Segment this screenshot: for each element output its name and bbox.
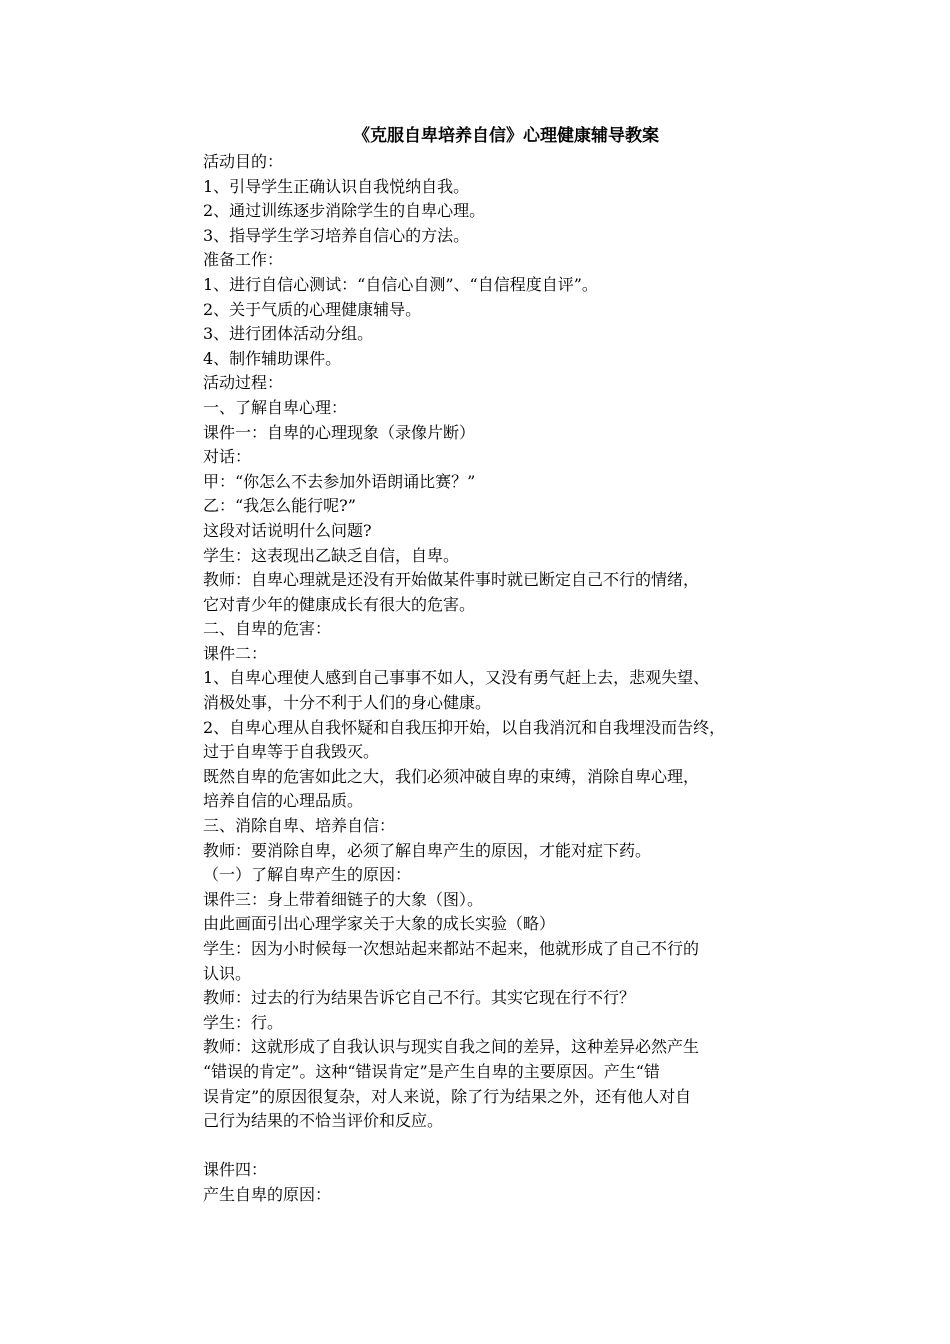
text-line: 过于自卑等于自我毁灭。: [203, 742, 380, 762]
text-line: 三、消除自卑、培养自信：: [203, 816, 396, 836]
text-line: 课件一：自卑的心理现象（录像片断）: [203, 422, 476, 442]
text-line: 1、进行自信心测试：“自信心自测”、“自信程度自评”。: [203, 274, 598, 294]
text-line: 4、制作辅助课件。: [203, 348, 342, 368]
text-line: 由此画面引出心理学家关于大象的成长实验（略）: [203, 914, 556, 934]
text-line: 对话：: [203, 447, 252, 467]
text-line: 2、关于气质的心理健康辅导。: [203, 299, 422, 319]
text-line: 误肯定”的原因很复杂，对人来说，除了行为结果之外，还有他人对自: [203, 1086, 692, 1106]
text-line: 教师：这就形成了自我认识与现实自我之间的差异，这种差异必然产生: [203, 1037, 700, 1057]
text-line: 甲：“你怎么不去参加外语朗诵比赛？”: [203, 471, 476, 491]
text-line: 课件四：: [203, 1160, 268, 1180]
text-line: 教师：要消除自卑，必须了解自卑产生的原因，才能对症下药。: [203, 840, 652, 860]
text-line: （一）了解自卑产生的原因：: [203, 865, 412, 885]
text-line: 产生自卑的原因：: [203, 1184, 332, 1204]
text-line: 课件二：: [203, 643, 268, 663]
text-line: 学生：因为小时候每一次想站起来都站不起来，他就形成了自己不行的: [203, 939, 700, 958]
text-line: 二、自卑的危害：: [203, 619, 332, 639]
text-line: 活动过程：: [203, 373, 284, 393]
text-line: 学生：这表现出乙缺乏自信，自卑。: [203, 545, 460, 565]
text-line: “错误的肯定”。这种“错误肯定”是产生自卑的主要原因。产生“错: [203, 1061, 660, 1081]
text-line: 活动目的：: [203, 152, 284, 171]
document-title: 《克服自卑培养自信》心理健康辅导教案: [353, 126, 659, 146]
text-line: 2、通过训练逐步消除学生的自卑心理。: [203, 201, 486, 221]
text-line: 3、进行团体活动分组。: [203, 324, 374, 344]
text-line: 乙：“我怎么能行呢?”: [203, 496, 356, 516]
text-line: 这段对话说明什么问题?: [203, 520, 372, 540]
text-line: 1、引导学生正确认识自我悦纳自我。: [203, 176, 470, 196]
text-line: 一、了解自卑心理：: [203, 397, 348, 417]
text-line: 学生：行。: [203, 1012, 284, 1032]
text-line: 己行为结果的不恰当评价和反应。: [203, 1111, 444, 1131]
text-line: 既然自卑的危害如此之大，我们必须冲破自卑的束缚，消除自卑心理，: [203, 766, 700, 786]
text-line: 准备工作：: [203, 250, 284, 270]
text-line: 1、自卑心理使人感到自己事事不如人，又没有勇气赶上去，悲观失望、: [203, 668, 710, 688]
text-line: 它对青少年的健康成长有很大的危害。: [203, 594, 476, 614]
text-line: 消极处事，十分不利于人们的身心健康。: [203, 693, 492, 713]
text-line: [203, 1134, 843, 1159]
text-line: 课件三：身上带着细链子的大象（图）。: [203, 889, 484, 909]
text-line: 认识。: [203, 963, 252, 983]
text-line: 教师：自卑心理就是还没有开始做某件事时就已断定自己不行的情绪，: [203, 570, 700, 590]
text-line: 3、指导学生学习培养自信心的方法。: [203, 225, 470, 245]
text-line: 培养自信的心理品质。: [203, 791, 364, 811]
document-body: [203, 150, 843, 1208]
text-line: 教师：过去的行为结果告诉它自己不行。其实它现在行不行？: [203, 988, 636, 1008]
text-line: 2、自卑心理从自我怀疑和自我压抑开始，以自我消沉和自我埋没而告终，: [203, 717, 726, 737]
